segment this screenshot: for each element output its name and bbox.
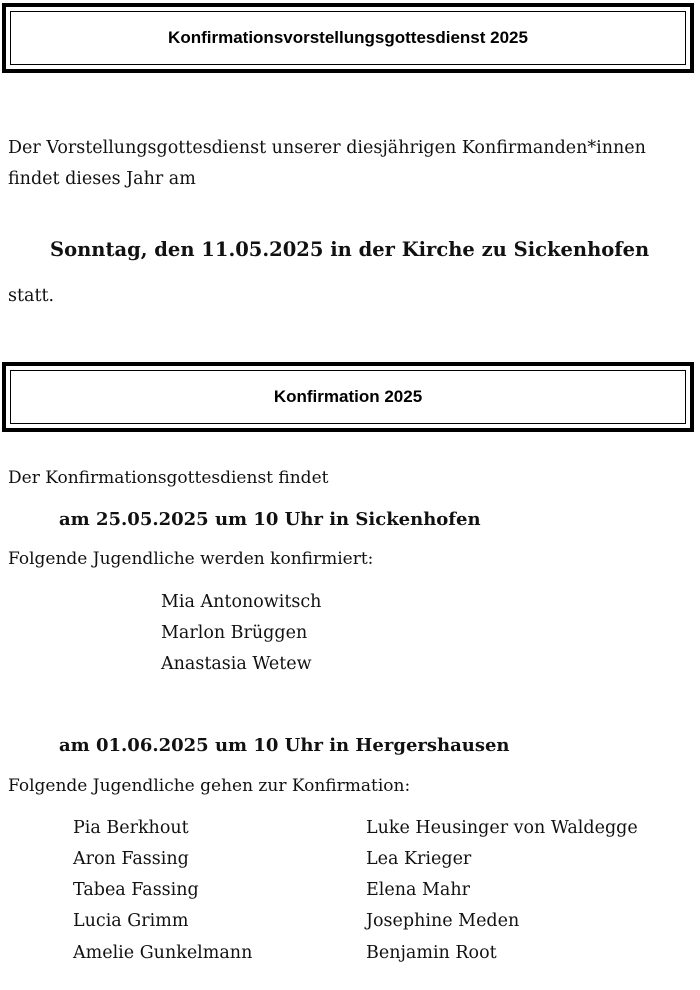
confirmand-name: Elena Mahr (366, 880, 470, 900)
section-heading-box (2, 3, 694, 73)
intro-line-2: findet dieses Jahr am (8, 169, 196, 189)
service2-list-intro: Folgende Jugendliche gehen zur Konfirmation: (8, 776, 411, 796)
confirmand-name: Lucia Grimm (73, 911, 189, 931)
intro-paragraph (8, 133, 698, 195)
confirmand-name: Marlon Brüggen (161, 623, 308, 643)
closing-text: statt. (8, 286, 55, 306)
section-heading-title: Konfirmationsvorstellungsgottesdienst 2025 (10, 11, 686, 65)
service1-date-line: am 25.05.2025 um 10 Uhr in Sickenhofen (59, 509, 481, 530)
intro-line-1: Der Vorstellungsgottesdienst unserer diesjährigen Konfirmanden*innen (8, 138, 646, 158)
confirmand-name: Pia Berkhout (73, 818, 189, 838)
service-date-highlight: Sonntag, den 11.05.2025 in der Kirche zu Sickenhofen (50, 238, 650, 261)
confirmand-name: Luke Heusinger von Waldegge (366, 818, 638, 838)
confirmand-name: Tabea Fassing (73, 880, 199, 900)
confirmand-name: Benjamin Root (366, 943, 497, 963)
confirmation-heading-box (2, 362, 694, 432)
confirmation-intro: Der Konfirmationsgottesdienst findet (8, 468, 329, 488)
confirmand-name: Josephine Meden (366, 911, 520, 931)
confirmand-name: Amelie Gunkelmann (73, 943, 253, 963)
confirmand-name: Lea Krieger (366, 849, 472, 869)
service1-list-intro: Folgende Jugendliche werden konfirmiert: (8, 549, 374, 569)
service2-date-line: am 01.06.2025 um 10 Uhr in Hergershausen (59, 735, 510, 756)
confirmand-name: Aron Fassing (73, 849, 189, 869)
confirmation-heading-title: Konfirmation 2025 (10, 370, 686, 424)
confirmand-name: Mia Antonowitsch (161, 592, 322, 612)
confirmand-name: Anastasia Wetew (161, 654, 312, 674)
